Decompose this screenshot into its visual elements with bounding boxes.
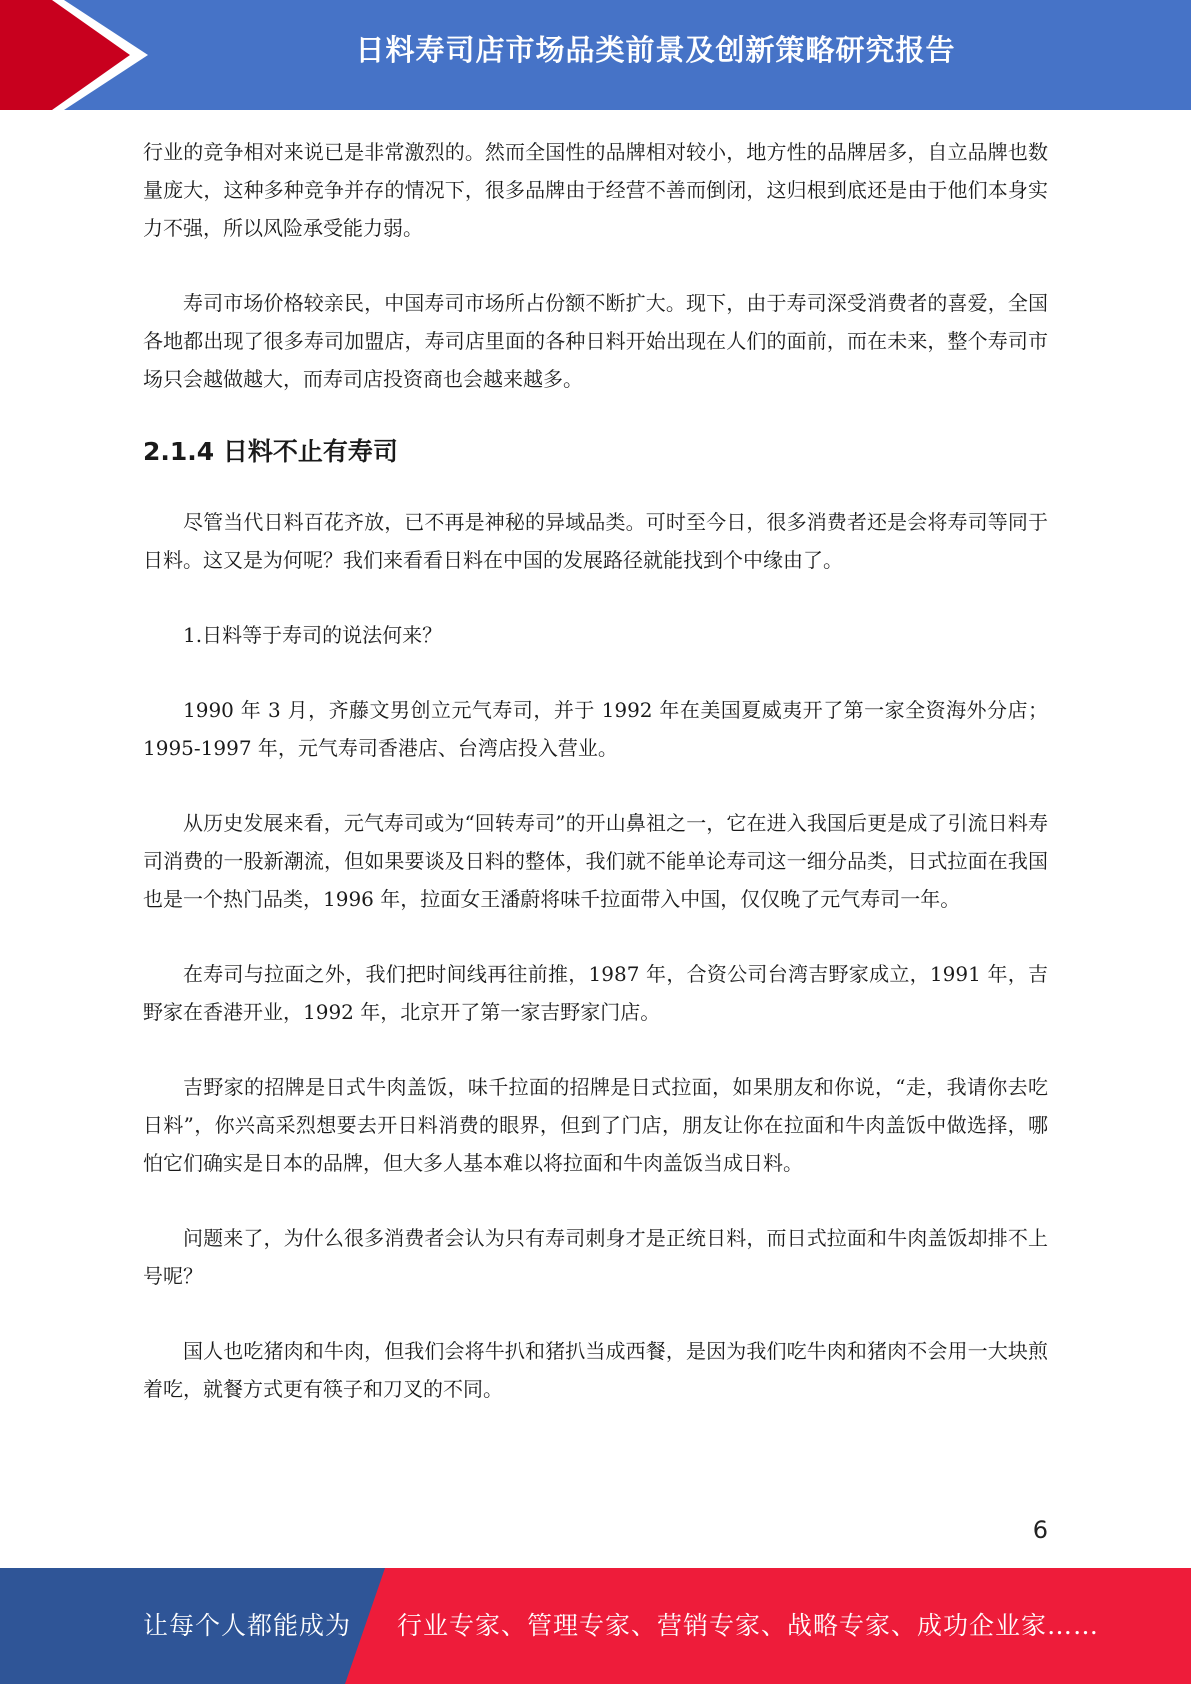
report-title: 日料寿司店市场品类前景及创新策略研究报告	[355, 33, 956, 67]
footer-slogan-right: 行业专家、管理专家、营销专家、战略专家、成功企业家……	[397, 1611, 1100, 1640]
footer-banner	[0, 1568, 1191, 1684]
paragraph: 国人也吃猪肉和牛肉，但我们会将牛扒和猪扒当成西餐，是因为我们吃牛肉和猪肉不会用一大块煎着吃，就餐方式更有筷子和刀叉的不同。	[143, 1339, 1048, 1401]
paragraph: 寿司市场价格较亲民，中国寿司市场所占份额不断扩大。现下，由于寿司深受消费者的喜爱，全国各地都出现了很多寿司加盟店，寿司店里面的各种日料开始出现在人们的面前，而在未来，整个寿司市场只会越做越大，而寿司店投资商也会越来越多。	[143, 291, 1048, 391]
paragraph: 行业的竞争相对来说已是非常激烈的。然而全国性的品牌相对较小，地方性的品牌居多，自立品牌也数量庞大，这种多种竞争并存的情况下，很多品牌由于经营不善而倒闭，这归根到底还是由于他们本身实力不强，所以风险承受能力弱。	[143, 140, 1048, 240]
page-number: 6	[1032, 1516, 1048, 1544]
paragraph: 问题来了，为什么很多消费者会认为只有寿司刺身才是正统日料，而日式拉面和牛肉盖饭却排不上号呢？	[143, 1226, 1048, 1288]
header-chevron-decoration	[0, 0, 150, 110]
paragraph: 在寿司与拉面之外，我们把时间线再往前推，1987 年，合资公司台湾吉野家成立，1991 年，吉野家在香港开业，1992 年，北京开了第一家吉野家门店。	[143, 962, 1048, 1024]
document-body	[143, 133, 1048, 1408]
paragraph: 尽管当代日料百花齐放，已不再是神秘的异域品类。可时至今日，很多消费者还是会将寿司等同于日料。这又是为何呢？我们来看看日料在中国的发展路径就能找到个中缘由了。	[143, 510, 1048, 572]
section-heading: 2.1.4 日料不止有寿司	[143, 437, 398, 466]
list-heading: 1.日料等于寿司的说法何来？	[183, 623, 443, 647]
paragraph: 吉野家的招牌是日式牛肉盖饭，味千拉面的招牌是日式拉面，如果朋友和你说，“走，我请你去吃日料”，你兴高采烈想要去开日料消费的眼界，但到了门店，朋友让你在拉面和牛肉盖饭中做选择，哪怕它们确实是日本的品牌，但大多人基本难以将拉面和牛肉盖饭当成日料。	[143, 1075, 1048, 1175]
paragraph: 1990 年 3 月，齐藤文男创立元气寿司，并于 1992 年在美国夏威夷开了第一家全资海外分店；1995-1997 年，元气寿司香港店、台湾店投入营业。	[143, 698, 1048, 760]
header-banner	[0, 0, 1191, 110]
footer-slogan-left: 让每个人都能成为	[143, 1611, 352, 1640]
paragraph: 从历史发展来看，元气寿司或为“回转寿司”的开山鼻祖之一，它在进入我国后更是成了引流日料寿司消费的一股新潮流，但如果要谈及日料的整体，我们就不能单论寿司这一细分品类，日式拉面在我国也是一个热门品类，1996 年，拉面女王潘蔚将味千拉面带入中国，仅仅晚了元气寿司一年。	[143, 811, 1048, 911]
